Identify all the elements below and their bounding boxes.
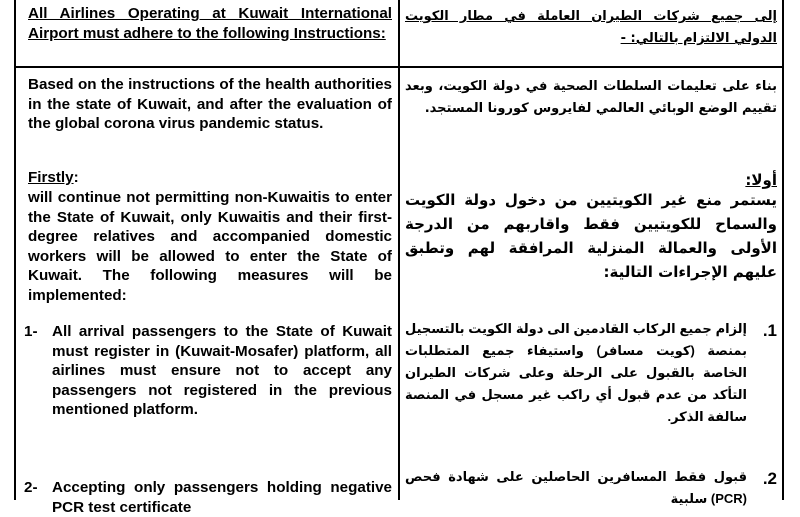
- arabic-firstly-body: يستمر منع غير الكويتيين من دخول دولة الكويت والسماح للكويتيين فقط واقاربهم من الدرجة الأولى والعمالة المنزلية المرافقة لهم وتطبق عليهم الإجراءات التالية:: [405, 191, 777, 281]
- arabic-firstly-heading: أولا:: [745, 171, 777, 189]
- item-number: 2-: [24, 479, 38, 496]
- item-number: .1: [762, 321, 777, 340]
- arabic-item-2: [405, 466, 777, 510]
- table-right-border: [782, 0, 784, 500]
- firstly-title: Firstly: [28, 169, 74, 186]
- arabic-item-1: [405, 318, 777, 428]
- item-text: All arrival passengers to the State of Kuwait must register in (Kuwait-Mosafer) platform, all airlines must ensure not to accept any passengers not registered in the previous mentioned platform.: [52, 323, 392, 418]
- english-firstly-heading: [28, 168, 392, 188]
- english-firstly-body: will continue not permitting non-Kuwaitis to enter the State of Kuwait, only Kuwaitis and their first-degree relatives and accompanied domestic workers will be allowed to enter the State of Kuwait. The following measures will be implemented:: [28, 189, 392, 304]
- arabic-header: إلى جميع شركات الطيران العاملة في مطار الكويت الدولي الالتزام بالتالي: -: [405, 9, 777, 46]
- firstly-colon: :: [73, 169, 79, 186]
- english-header: All Airlines Operating at Kuwait International Airport must adhere to the following Instructions:: [28, 5, 392, 42]
- item-text: قبول فقط المسافرين الحاصلين على شهادة فحص (PCR) سلبية: [405, 469, 747, 506]
- item-number: 1-: [24, 323, 38, 340]
- arabic-intro: بناء على تعليمات السلطات الصحية في دولة الكويت، وبعد تقييم الوضع الوبائي العالمي لفايروس كورونا المستجد.: [405, 79, 777, 116]
- english-item-1: [24, 322, 392, 420]
- item-number: .2: [762, 469, 777, 488]
- item-text: Accepting only passengers holding negative PCR test certificate: [52, 479, 392, 516]
- english-item-2: [24, 478, 392, 517]
- table-column-divider: [398, 0, 400, 500]
- header-row-divider: [14, 66, 784, 68]
- table-left-border: [14, 0, 16, 500]
- item-text: إلزام جميع الركاب القادمين الى دولة الكويت بالتسجيل بمنصة (كويت مسافر) واستيفاء جميع المتطلبات الخاصة بالقبول على الرحلة وعلى شركات الطيران التأكد من عدم قبول أي راكب غير مسجل في المنصة سالفة الذكر.: [405, 321, 747, 424]
- english-intro: Based on the instructions of the health authorities in the state of Kuwait, and after the evaluation of the global corona virus pandemic status.: [28, 76, 392, 132]
